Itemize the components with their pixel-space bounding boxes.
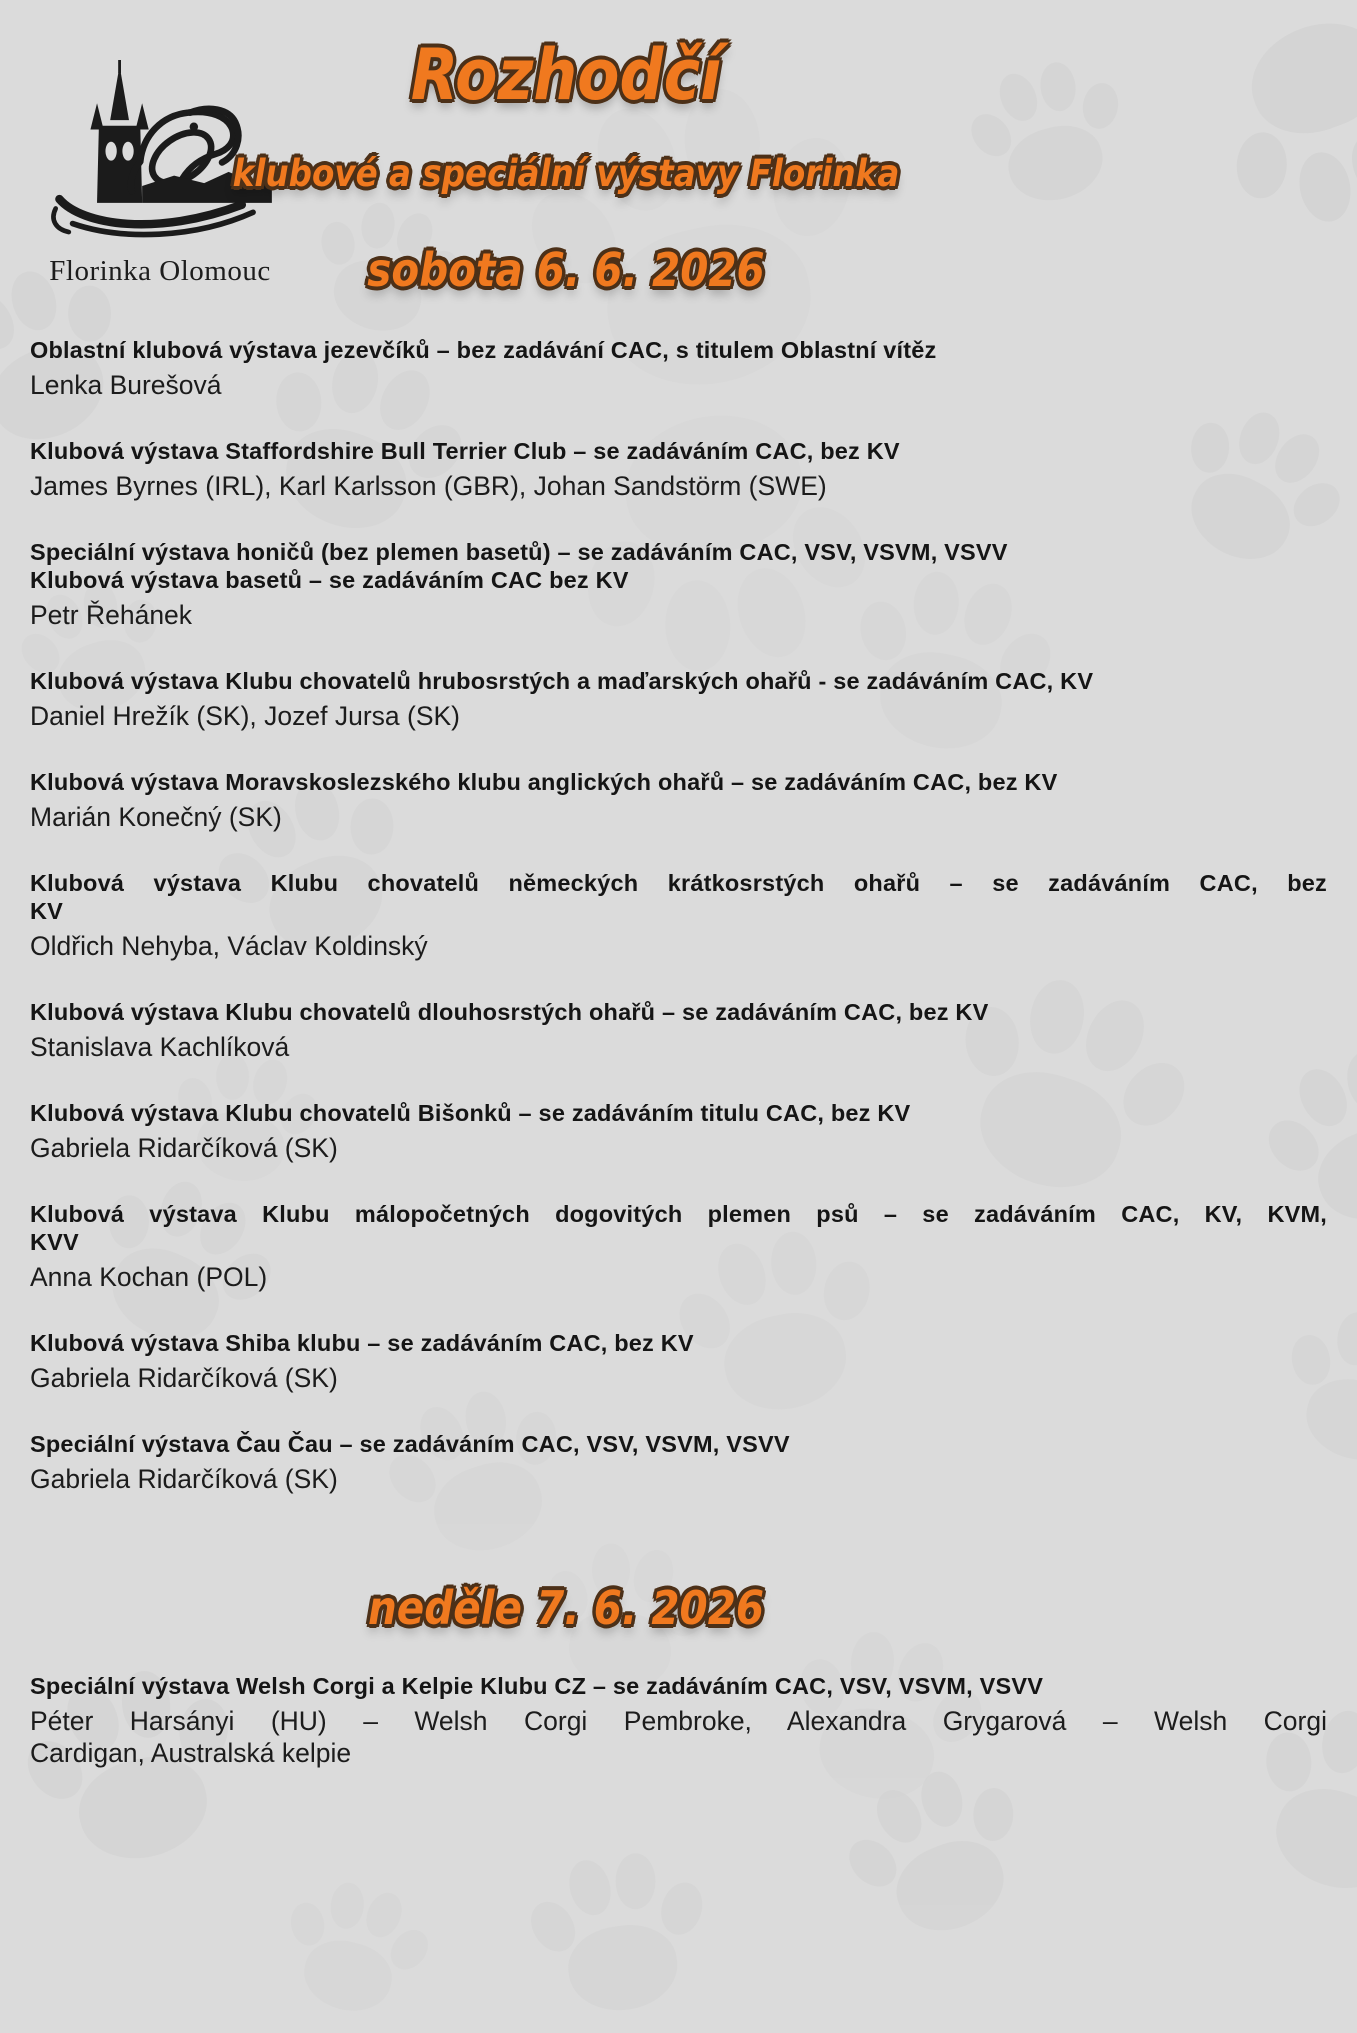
page-subtitle: klubové a speciální výstavy Florinka	[232, 152, 900, 196]
show-title-line: Klubová výstava Klubu chovatelů hrubosrstých a maďarských ohařů - se zadáváním CAC, KV	[30, 667, 1094, 694]
show-entry	[30, 667, 1327, 732]
show-title-line: Klubová výstava Staffordshire Bull Terrier Club – se zadáváním CAC, bez KV	[30, 437, 900, 464]
paw-print-blob	[1262, 1774, 1357, 1904]
show-title-line: Oblastní klubová výstava jezevčíků – bez zadávání CAC, s titulem Oblastní vítěz	[30, 336, 937, 363]
show-judges	[30, 1705, 1327, 1769]
show-titles	[30, 538, 1327, 594]
judge-names-line: Anna Kochan (POL)	[30, 1261, 268, 1292]
show-titles	[30, 1200, 1327, 1256]
show-title-line: Klubová výstava Moravskoslezského klubu anglických ohařů – se zadáváním CAC, bez KV	[30, 768, 1058, 795]
show-titles	[30, 1430, 1327, 1458]
show-title-line: Speciální výstava honičů (bez plemen basetů) – se zadáváním CAC, VSV, VSVM, VSVV	[30, 538, 1008, 565]
judge-names-line: Oldřich Nehyba, Václav Koldinský	[30, 930, 428, 961]
judge-names-line: James Byrnes (IRL), Karl Karlsson (GBR), Johan Sandstörm (SWE)	[30, 470, 827, 501]
section-date-sunday: neděle 7. 6. 2026	[367, 1580, 765, 1635]
show-judges	[30, 1362, 1327, 1394]
show-title-line: KVV	[30, 1228, 79, 1255]
show-title-line: KV	[30, 897, 64, 924]
paw-print-blob	[972, 1788, 1014, 1842]
page-title: Rozhodčí	[410, 34, 722, 116]
show-entry	[30, 1200, 1327, 1293]
show-titles	[30, 437, 1327, 465]
show-entry	[30, 538, 1327, 631]
paw-print-blob	[288, 1900, 327, 1948]
show-title-line: Speciální výstava Welsh Corgi a Kelpie Klubu CZ – se zadáváním CAC, VSV, VSVM, VSVV	[30, 1673, 1044, 1700]
judge-names-line: Petr Řehánek	[30, 599, 193, 630]
paw-print-blob	[916, 1767, 968, 1831]
show-judges	[30, 470, 1327, 502]
show-entry	[30, 1099, 1327, 1164]
show-judges	[30, 930, 1327, 962]
show-titles	[30, 998, 1327, 1026]
paw-print-blob	[328, 1881, 365, 1930]
show-title-line: Speciální výstava Čau Čau – se zadáváním CAC, VSV, VSVM, VSVV	[30, 1430, 790, 1457]
judge-names-line: Cardigan, Australská kelpie	[30, 1738, 352, 1769]
show-title-line: Klubová výstava Klubu málopočetných dogovitých plemen psů – se zadáváním CAC, KV, KVM,	[30, 1200, 1327, 1227]
show-title-line: Klubová výstava Klubu chovatelů Bišonků – se zadáváním titulu CAC, bez KV	[30, 1099, 911, 1126]
show-judges	[30, 369, 1327, 401]
judge-names-line: Marián Konečný (SK)	[30, 801, 282, 832]
paw-print-blob	[884, 1827, 1016, 1945]
show-entry	[30, 1672, 1327, 1769]
show-judges	[30, 1031, 1327, 1063]
judge-names-line: Stanislava Kachlíková	[30, 1031, 290, 1062]
show-judges	[30, 599, 1327, 631]
show-entry	[30, 1329, 1327, 1394]
judge-names-line: Gabriela Ridarčíková (SK)	[30, 1132, 338, 1163]
paw-print-blob	[563, 1919, 682, 2017]
section-date-saturday: sobota 6. 6. 2026	[367, 242, 765, 297]
judge-names-line: Daniel Hrežík (SK), Jozef Jursa (SK)	[30, 700, 461, 731]
show-titles	[30, 1099, 1327, 1127]
show-titles	[30, 869, 1327, 925]
show-judges	[30, 1132, 1327, 1164]
show-judges	[30, 801, 1327, 833]
paw-print-blob	[655, 1878, 708, 1940]
judge-names-line: Gabriela Ridarčíková (SK)	[30, 1463, 338, 1494]
show-judges	[30, 1463, 1327, 1495]
show-titles	[30, 1672, 1327, 1700]
show-title-line: Klubová výstava Klubu chovatelů německých krátkosrstých ohařů – se zadáváním CAC, bez	[30, 869, 1327, 896]
paw-print-blob	[296, 1932, 398, 2019]
show-judges	[30, 700, 1327, 732]
judge-names-line: Péter Harsányi (HU) – Welsh Corgi Pembroke, Alexandra Grygarová – Welsh Corgi	[30, 1706, 1327, 1737]
judge-names-line: Lenka Burešová	[30, 369, 222, 400]
judge-names-line: Gabriela Ridarčíková (SK)	[30, 1362, 338, 1393]
show-entry	[30, 869, 1327, 962]
show-entry	[30, 437, 1327, 502]
show-title-line: Klubová výstava Shiba klubu – se zadáváním CAC, bez KV	[30, 1329, 694, 1356]
show-title-line: Klubová výstava basetů – se zadáváním CAC bez KV	[30, 566, 629, 593]
show-title-line: Klubová výstava Klubu chovatelů dlouhosrstých ohařů – se zadáváním CAC, bez KV	[30, 998, 989, 1025]
show-titles	[30, 336, 1327, 364]
show-entry	[30, 1430, 1327, 1495]
show-titles	[30, 768, 1327, 796]
logo-brand-text: Florinka Olomouc	[49, 255, 271, 287]
poster-page	[0, 36, 1357, 1769]
show-entry	[30, 998, 1327, 1063]
paw-print-icon	[530, 1846, 711, 2027]
show-judges	[30, 1261, 1327, 1293]
paw-print-blob	[360, 1887, 407, 1941]
paw-print-icon	[276, 1872, 434, 2030]
show-titles	[30, 667, 1327, 695]
show-titles	[30, 1329, 1327, 1357]
paw-print-blob	[563, 1855, 617, 1920]
paw-print-blob	[616, 1853, 656, 1909]
show-entry	[30, 768, 1327, 833]
show-entry	[30, 336, 1327, 401]
